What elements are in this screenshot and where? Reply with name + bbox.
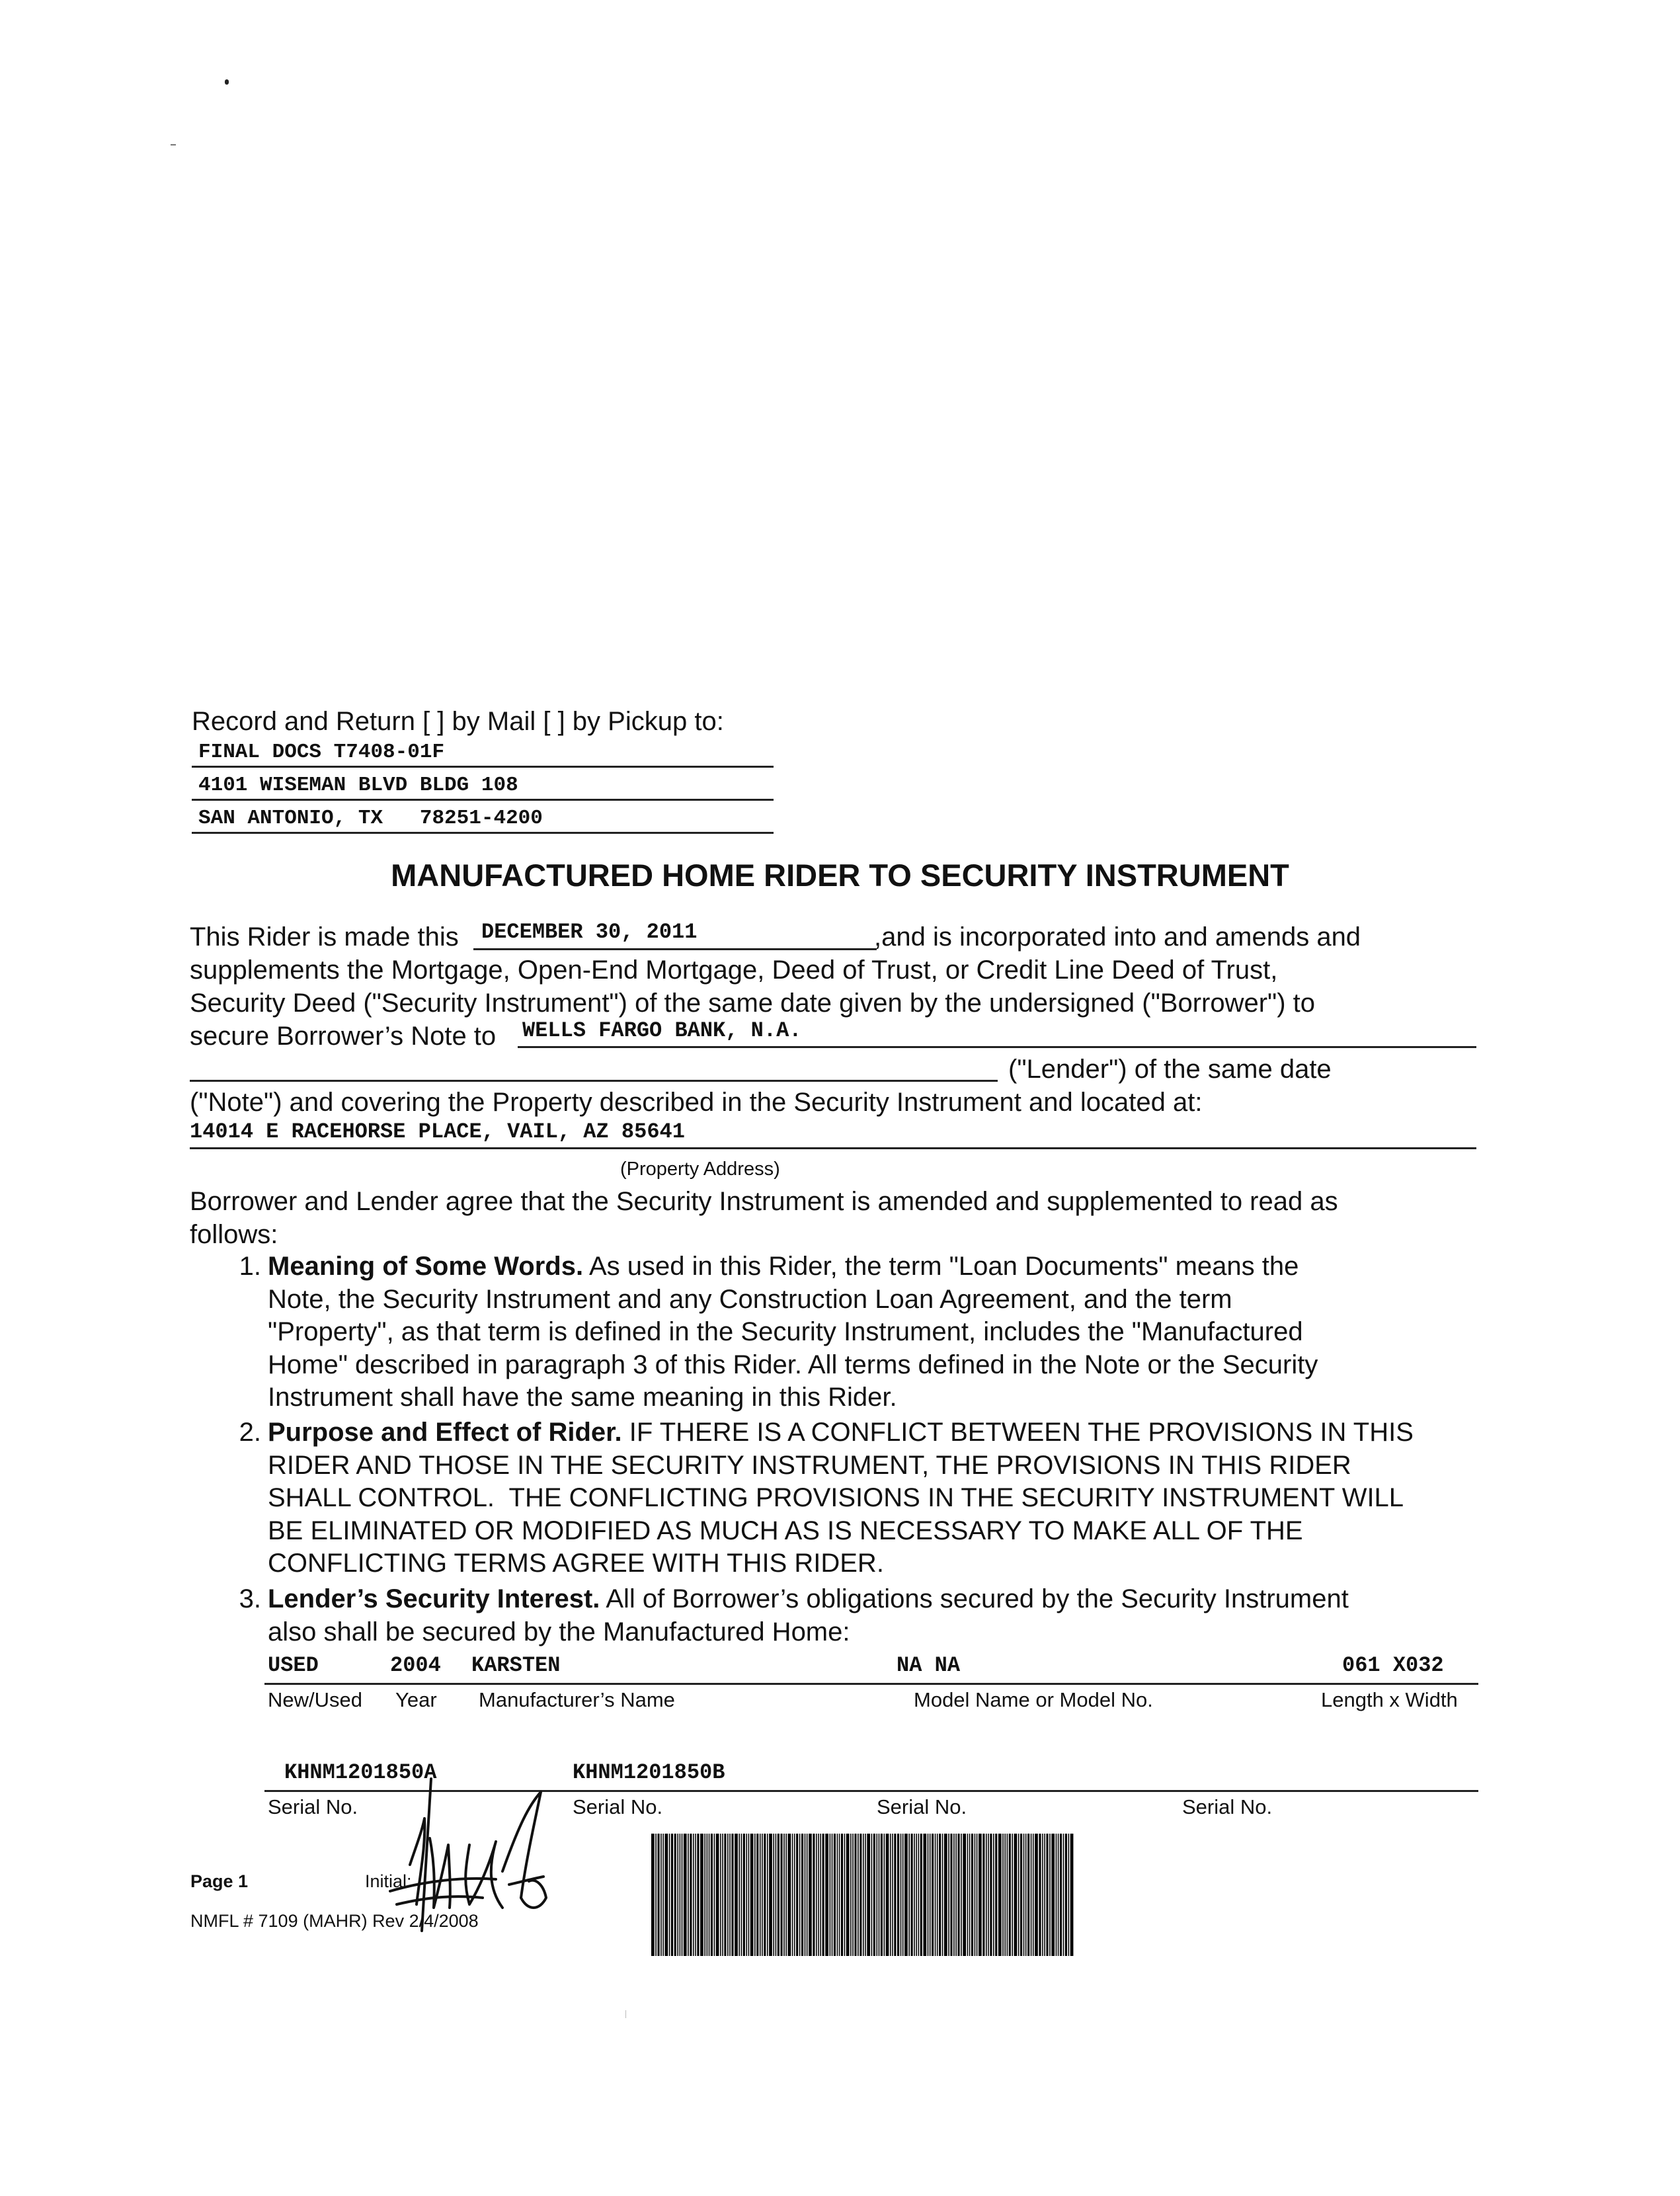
barcode-bar	[967, 1834, 969, 1956]
barcode-bar	[863, 1834, 864, 1956]
caption-new-used: New/Used	[268, 1688, 362, 1711]
barcode-bar	[724, 1834, 726, 1956]
barcode-bar	[669, 1834, 670, 1956]
barcode-bar	[729, 1834, 731, 1956]
barcode-bar	[778, 1834, 780, 1956]
barcode-bar	[844, 1834, 846, 1956]
barcode-bar	[948, 1834, 949, 1956]
barcode-bar	[1023, 1834, 1025, 1956]
barcode-bar	[937, 1834, 938, 1956]
barcode-bar	[660, 1834, 662, 1956]
barcode-bar	[988, 1834, 989, 1956]
barcode-bar	[720, 1834, 721, 1956]
barcode-bar	[805, 1834, 806, 1956]
caption-manufacturer: Manufacturer’s Name	[479, 1688, 675, 1711]
barcode-bar	[750, 1834, 754, 1956]
barcode-bar	[1060, 1834, 1062, 1956]
stray-mark	[171, 144, 176, 145]
barcode-bar	[953, 1834, 955, 1956]
barcode-bar	[785, 1834, 787, 1956]
barcode-bar	[963, 1834, 966, 1956]
scan-artifact	[625, 2010, 626, 2018]
barcode-bar	[900, 1834, 902, 1956]
rider-date: DECEMBER 30, 2011	[481, 920, 698, 944]
home-new-used: USED	[268, 1653, 319, 1678]
section-text: As used in this Rider, the term "Loan Documents" means the	[583, 1252, 1299, 1281]
barcode-bar	[680, 1834, 681, 1956]
barcode-bar	[822, 1834, 824, 1956]
intro-line-6: ("Note") and covering the Property described in the Security Instrument and located at:	[190, 1088, 1203, 1117]
section-text: BE ELIMINATED OR MODIFIED AS MUCH AS IS NECESSARY TO MAKE ALL OF THE	[268, 1516, 1303, 1545]
barcode-bar	[1058, 1834, 1059, 1956]
barcode-bar	[697, 1834, 699, 1956]
intro-line-2: supplements the Mortgage, Open-End Mortgage, Deed of Trust, or Credit Line Deed of Trust,	[190, 956, 1278, 985]
barcode-bar	[677, 1834, 678, 1956]
caption-model: Model Name or Model No.	[914, 1688, 1153, 1711]
barcode-bar	[902, 1834, 904, 1956]
barcode-bar	[735, 1834, 738, 1956]
section-text: SHALL CONTROL. THE CONFLICTING PROVISIONS IN THE SECURITY INSTRUMENT WILL	[268, 1483, 1404, 1512]
barcode-bar	[904, 1834, 908, 1956]
section-text: "Property", as that term is defined in the Security Instrument, includes the "Manufactured	[268, 1317, 1303, 1346]
lender-name: WELLS FARGO BANK, N.A.	[522, 1018, 802, 1043]
form-identifier: NMFL # 7109 (MAHR) Rev 2/4/2008	[190, 1911, 479, 1931]
barcode-bar	[979, 1834, 982, 1956]
page-number: Page 1	[190, 1871, 249, 1891]
barcode-bar	[664, 1834, 668, 1956]
barcode-bar	[1068, 1834, 1070, 1956]
barcode-bar	[792, 1834, 793, 1956]
barcode-bar	[1051, 1834, 1055, 1956]
initial-label: Initial:	[365, 1871, 412, 1891]
barcode-bar	[852, 1834, 854, 1956]
barcode-bar	[935, 1834, 936, 1956]
barcode-bar	[860, 1834, 861, 1956]
barcode-bar	[1065, 1834, 1067, 1956]
section-2	[239, 1416, 1491, 1580]
barcode-bar	[908, 1834, 910, 1956]
barcode-bar	[693, 1834, 694, 1956]
barcode-bar	[711, 1834, 713, 1956]
barcode-bar	[655, 1834, 657, 1956]
barcode-bar	[990, 1834, 992, 1956]
barcode-bar	[890, 1834, 891, 1956]
barcode-bar	[794, 1834, 795, 1956]
home-manufacturer: KARSTEN	[471, 1653, 561, 1678]
barcode-bar	[818, 1834, 819, 1956]
section-number: 2.	[239, 1418, 261, 1447]
barcode-bar	[684, 1834, 687, 1956]
barcode-bar	[700, 1834, 703, 1956]
barcode-bar	[748, 1834, 750, 1956]
serial-number-2: KHNM1201850B	[573, 1760, 725, 1785]
initials-signature	[370, 1766, 569, 1937]
barcode-bar	[961, 1834, 962, 1956]
barcode-bar	[816, 1834, 817, 1956]
barcode-bar	[760, 1834, 761, 1956]
barcode-bar	[928, 1834, 929, 1956]
barcode-bar	[986, 1834, 987, 1956]
barcode-bar	[894, 1834, 896, 1956]
barcode-bar	[682, 1834, 683, 1956]
barcode-bar	[746, 1834, 747, 1956]
barcode-bar	[1014, 1834, 1018, 1956]
barcode-bar	[932, 1834, 934, 1956]
barcode-bar	[993, 1834, 994, 1956]
barcode-bar	[846, 1834, 850, 1956]
barcode-bar	[918, 1834, 920, 1956]
section-text: CONFLICTING TERMS AGREE WITH THIS RIDER.	[268, 1549, 884, 1578]
barcode-bar	[709, 1834, 710, 1956]
barcode-bar	[942, 1834, 943, 1956]
section-text: Home" described in paragraph 3 of this Rider. All terms defined in the Note or the Security	[268, 1350, 1318, 1379]
section-heading: Purpose and Effect of Rider.	[268, 1418, 622, 1447]
barcode-bar	[841, 1834, 843, 1956]
home-model: NA NA	[897, 1653, 961, 1678]
barcode-bar	[762, 1834, 763, 1956]
barcode-bar	[690, 1834, 692, 1956]
barcode-bar	[783, 1834, 785, 1956]
barcode-bar	[1033, 1834, 1034, 1956]
barcode-bar	[884, 1834, 885, 1956]
barcode-bar	[876, 1834, 877, 1956]
barcode-bar	[1012, 1834, 1013, 1956]
intro-after-date: ,and is incorporated into and amends and	[874, 922, 1361, 952]
barcode-bar	[897, 1834, 899, 1956]
lender-underline	[518, 1046, 1476, 1048]
barcode-bar	[1020, 1834, 1022, 1956]
barcode-bar	[773, 1834, 774, 1956]
barcode-bar	[850, 1834, 852, 1956]
section-text: All of Borrower’s obligations secured by the Security Instrument	[600, 1584, 1349, 1613]
barcode-bar	[839, 1834, 840, 1956]
lender-suffix: ("Lender") of the same date	[1008, 1055, 1332, 1084]
barcode-bar	[998, 1834, 1002, 1956]
barcode-bar	[727, 1834, 729, 1956]
section-1	[239, 1250, 1491, 1414]
barcode-bar	[975, 1834, 976, 1956]
home-underline	[264, 1683, 1478, 1685]
barcode-bar	[714, 1834, 715, 1956]
barcode-bar	[820, 1834, 821, 1956]
barcode-bar	[662, 1834, 664, 1956]
intro-line-4: secure Borrower’s Note to	[190, 1022, 497, 1051]
barcode-bar	[854, 1834, 856, 1956]
barcode-bar	[807, 1834, 808, 1956]
section-text: RIDER AND THOSE IN THE SECURITY INSTRUMENT, THE PROVISIONS IN THIS RIDER	[268, 1450, 1351, 1480]
barcode-bar	[796, 1834, 798, 1956]
serial-number-1: KHNM1201850A	[284, 1760, 437, 1785]
barcode-bar	[923, 1834, 926, 1956]
barcode-bar	[688, 1834, 689, 1956]
barcode-bar	[657, 1834, 659, 1956]
home-dimensions: 061 X032	[1342, 1653, 1444, 1678]
barcode-bar	[756, 1834, 758, 1956]
agree-line-1: Borrower and Lender agree that the Security Instrument is amended and supplemented to read as	[190, 1187, 1338, 1216]
barcode	[651, 1834, 1074, 1956]
barcode-bar	[969, 1834, 971, 1956]
property-address-caption: (Property Address)	[620, 1159, 780, 1180]
barcode-bar	[1031, 1834, 1032, 1956]
section-heading: Meaning of Some Words.	[268, 1252, 584, 1281]
section-text: also shall be secured by the Manufactured Home:	[268, 1617, 850, 1647]
barcode-bar	[813, 1834, 815, 1956]
home-year: 2004	[390, 1653, 441, 1678]
barcode-bar	[754, 1834, 756, 1956]
barcode-bar	[1056, 1834, 1057, 1956]
barcode-bar	[1018, 1834, 1020, 1956]
barcode-bar	[957, 1834, 959, 1956]
barcode-bar	[769, 1834, 772, 1956]
barcode-bar	[801, 1834, 803, 1956]
section-number: 1.	[239, 1252, 261, 1281]
barcode-bar	[799, 1834, 801, 1956]
barcode-bar	[1063, 1834, 1064, 1956]
barcode-bar	[1004, 1834, 1006, 1956]
barcode-bar	[950, 1834, 952, 1956]
barcode-bar	[651, 1834, 655, 1956]
return-address-line-2: 4101 WISEMAN BLVD BLDG 108	[198, 774, 518, 797]
barcode-bar	[780, 1834, 782, 1956]
serial-caption-1: Serial No.	[268, 1795, 358, 1818]
barcode-bar	[741, 1834, 742, 1956]
barcode-bar	[1042, 1834, 1043, 1956]
serial-caption-2: Serial No.	[573, 1795, 663, 1818]
record-return-heading: Record and Return [ ] by Mail [ ] by Pickup to:	[192, 707, 724, 736]
property-underline	[190, 1147, 1476, 1149]
caption-year: Year	[395, 1688, 437, 1711]
serial-caption-3: Serial No.	[877, 1795, 967, 1818]
barcode-bar	[1025, 1834, 1027, 1956]
barcode-bar	[1049, 1834, 1051, 1956]
stray-mark	[225, 79, 229, 85]
barcode-bar	[837, 1834, 838, 1956]
underline	[192, 766, 774, 768]
property-address: 14014 E RACEHORSE PLACE, VAIL, AZ 85641	[190, 1119, 685, 1144]
barcode-bar	[1027, 1834, 1029, 1956]
return-address-line-3: SAN ANTONIO, TX 78251-4200	[198, 807, 543, 830]
barcode-bar	[920, 1834, 922, 1956]
barcode-bar	[881, 1834, 883, 1956]
barcode-bar	[1039, 1834, 1041, 1956]
barcode-bar	[830, 1834, 831, 1956]
intro-line-3: Security Deed ("Security Instrument") of the same date given by the undersigned ("Borrower") to	[190, 989, 1316, 1018]
barcode-bar	[1070, 1834, 1074, 1956]
barcode-bar	[886, 1834, 889, 1956]
barcode-bar	[930, 1834, 931, 1956]
barcode-bar	[911, 1834, 913, 1956]
serial-caption-4: Serial No.	[1182, 1795, 1273, 1818]
barcode-bar	[671, 1834, 673, 1956]
barcode-bar	[1044, 1834, 1045, 1956]
section-text: Note, the Security Instrument and any Construction Loan Agreement, and the term	[268, 1284, 1232, 1314]
barcode-bar	[716, 1834, 719, 1956]
barcode-bar	[977, 1834, 978, 1956]
underline	[192, 832, 774, 834]
barcode-bar	[873, 1834, 875, 1956]
barcode-bar	[879, 1834, 880, 1956]
barcode-bar	[916, 1834, 917, 1956]
date-underline	[473, 948, 877, 950]
barcode-bar	[674, 1834, 676, 1956]
barcode-bar	[867, 1834, 870, 1956]
barcode-bar	[722, 1834, 723, 1956]
barcode-bar	[707, 1834, 708, 1956]
barcode-bar	[825, 1834, 828, 1956]
barcode-bar	[995, 1834, 997, 1956]
barcode-bar	[871, 1834, 873, 1956]
barcode-bar	[914, 1834, 915, 1956]
barcode-bar	[704, 1834, 705, 1956]
section-3	[239, 1583, 1491, 1648]
barcode-bar	[1007, 1834, 1008, 1956]
document-title: MANUFACTURED HOME RIDER TO SECURITY INSTRUMENT	[391, 858, 1289, 893]
return-address-line-1: FINAL DOCS T7408-01F	[198, 741, 445, 764]
barcode-bar	[892, 1834, 893, 1956]
barcode-bar	[1002, 1834, 1004, 1956]
barcode-bar	[776, 1834, 777, 1956]
section-text: Instrument shall have the same meaning in this Rider.	[268, 1383, 897, 1412]
barcode-bar	[809, 1834, 812, 1956]
barcode-bar	[764, 1834, 766, 1956]
barcode-bar	[1046, 1834, 1048, 1956]
barcode-bar	[788, 1834, 791, 1956]
section-text: IF THERE IS A CONFLICT BETWEEN THE PROVISIONS IN THIS	[621, 1418, 1414, 1447]
agree-line-2: follows:	[190, 1220, 278, 1249]
barcode-bar	[731, 1834, 733, 1956]
section-heading: Lender’s Security Interest.	[268, 1584, 600, 1613]
barcode-bar	[739, 1834, 740, 1956]
barcode-bar	[832, 1834, 833, 1956]
intro-made-this: This Rider is made this	[190, 922, 459, 952]
section-number: 3.	[239, 1584, 261, 1613]
barcode-bar	[743, 1834, 745, 1956]
lender-underline-2	[190, 1080, 998, 1082]
barcode-bar	[939, 1834, 941, 1956]
barcode-bar	[858, 1834, 859, 1956]
barcode-bar	[944, 1834, 947, 1956]
barcode-bar	[971, 1834, 973, 1956]
barcode-bar	[1035, 1834, 1038, 1956]
barcode-bar	[1009, 1834, 1011, 1956]
underline	[192, 799, 774, 801]
barcode-bar	[834, 1834, 836, 1956]
barcode-bar	[865, 1834, 866, 1956]
barcode-bar	[982, 1834, 984, 1956]
barcode-bar	[767, 1834, 768, 1956]
barcode-bar	[955, 1834, 957, 1956]
caption-dimensions: Length x Width	[1321, 1688, 1458, 1711]
barcode-bar	[695, 1834, 696, 1956]
